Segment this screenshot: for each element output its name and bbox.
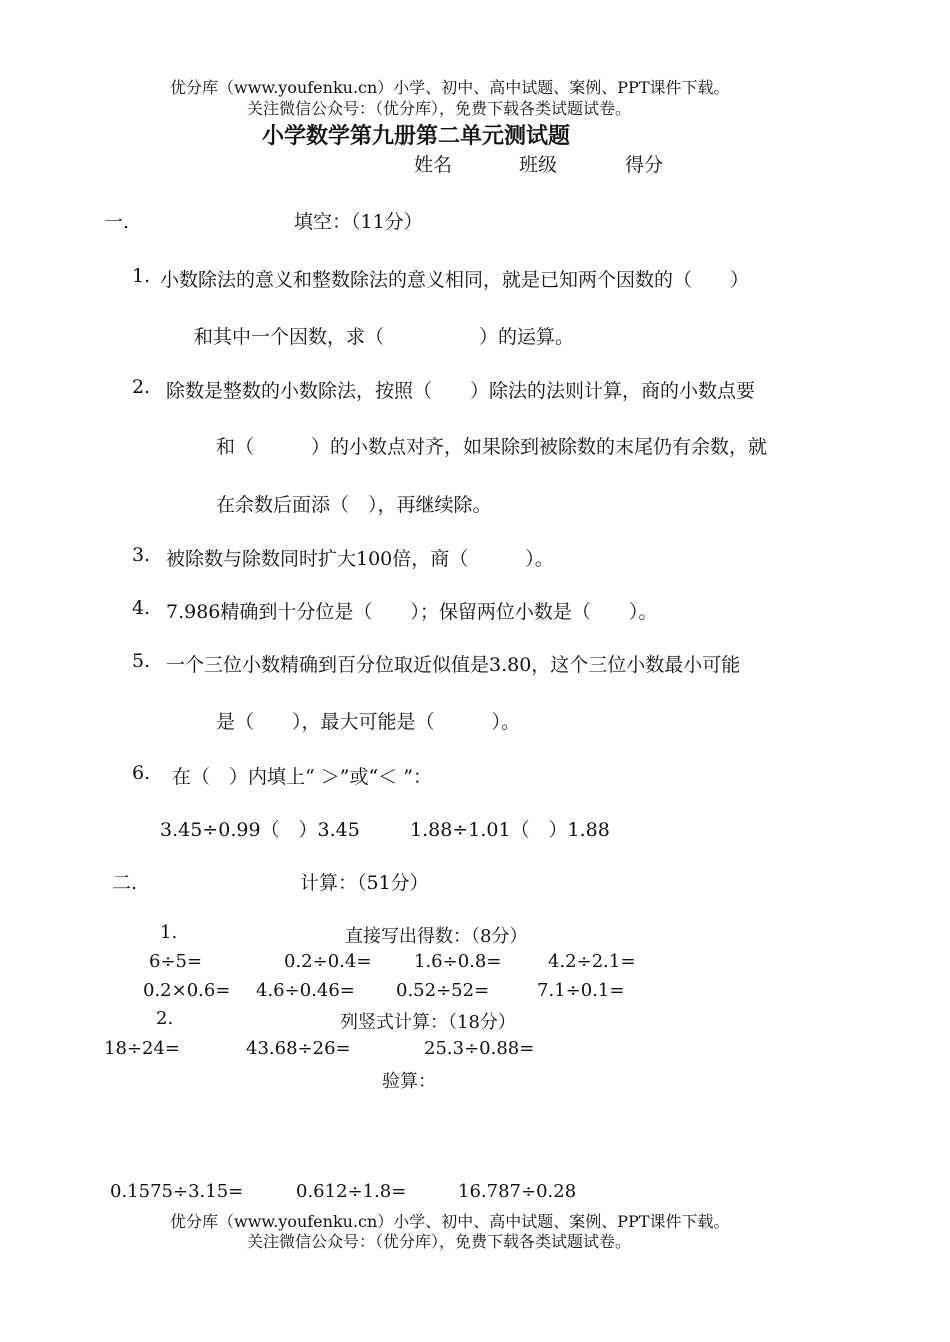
vertical-calc-item: 0.612÷1.8= bbox=[296, 1181, 407, 1202]
q5-number: 5. bbox=[132, 650, 151, 672]
mental-math-item: 1.6÷0.8= bbox=[414, 951, 502, 972]
q3-number: 3. bbox=[132, 544, 151, 566]
q3-line-1: 被除数与除数同时扩大100倍，商（ ）。 bbox=[166, 548, 554, 570]
mental-math-item: 4.6÷0.46= bbox=[256, 980, 355, 1001]
q1-number: 1. bbox=[132, 265, 151, 287]
check-label: 验算： bbox=[382, 1071, 436, 1092]
name-label: 姓名 bbox=[414, 154, 453, 176]
q2-line-2: 和（ ）的小数点对齐，如果除到被除数的末尾仍有余数，就 bbox=[216, 436, 768, 458]
vertical-calc-item: 25.3÷0.88= bbox=[424, 1038, 535, 1059]
vertical-calc-item: 18÷24= bbox=[104, 1038, 180, 1059]
mental-math-item: 0.52÷52= bbox=[396, 980, 490, 1001]
part-2-heading: 列竖式计算：（18分） bbox=[340, 1012, 516, 1033]
q2-number: 2. bbox=[132, 376, 151, 398]
q2-line-3: 在余数后面添（ ），再继续除。 bbox=[216, 494, 492, 516]
mental-math-item: 4.2÷2.1= bbox=[548, 951, 636, 972]
header-line-1: 优分库（www.youfenku.cn）小学、初中、高中试题、案例、PPT课件下载。 bbox=[170, 78, 730, 97]
q5-line-1: 一个三位小数精确到百分位取近似值是3.80，这个三位小数最小可能 bbox=[166, 654, 741, 676]
vertical-calc-item: 43.68÷26= bbox=[246, 1038, 351, 1059]
q1-line-1: 小数除法的意义和整数除法的意义相同，就是已知两个因数的（ ） bbox=[160, 269, 750, 291]
section-2-number: 二. bbox=[112, 872, 138, 894]
q5-line-2: 是（ ），最大可能是（ ）。 bbox=[216, 711, 521, 733]
class-label: 班级 bbox=[519, 154, 558, 176]
footer-line-2: 关注微信公众号：（优分库），免费下载各类试题试卷。 bbox=[247, 1232, 632, 1251]
q4-line-1: 7.986精确到十分位是（ ）；保留两位小数是（ ）。 bbox=[166, 601, 658, 623]
vertical-calc-item: 16.787÷0.28 bbox=[458, 1181, 577, 1202]
q6-expression-2: 1.88÷1.01（ ）1.88 bbox=[410, 819, 610, 841]
q1-line-2: 和其中一个因数，求（ ）的运算。 bbox=[194, 326, 575, 348]
q6-line-1: 在（ ）内填上“ ＞”或“＜ ”： bbox=[172, 766, 432, 788]
q6-number: 6. bbox=[132, 762, 151, 784]
q2-line-1: 除数是整数的小数除法，按照（ ）除法的法则计算，商的小数点要 bbox=[166, 380, 756, 402]
part-2-number: 2. bbox=[156, 1008, 174, 1029]
page-title: 小学数学第九册第二单元测试题 bbox=[262, 123, 571, 149]
section-1-heading: 填空：（11分） bbox=[294, 211, 423, 233]
mental-math-item: 0.2×0.6= bbox=[143, 980, 231, 1001]
part-1-number: 1. bbox=[160, 922, 178, 943]
section-1-number: 一. bbox=[104, 211, 130, 233]
mental-math-item: 6÷5= bbox=[149, 951, 203, 972]
header-line-2: 关注微信公众号：（优分库），免费下载各类试题试卷。 bbox=[247, 99, 632, 118]
vertical-calc-item: 0.1575÷3.15= bbox=[110, 1181, 244, 1202]
section-2-heading: 计算：（51分） bbox=[300, 872, 429, 894]
part-1-heading: 直接写出得数：（8分） bbox=[345, 926, 528, 947]
score-label: 得分 bbox=[625, 154, 664, 176]
mental-math-item: 0.2÷0.4= bbox=[284, 951, 372, 972]
q4-number: 4. bbox=[132, 597, 151, 619]
mental-math-item: 7.1÷0.1= bbox=[537, 980, 625, 1001]
footer-line-1: 优分库（www.youfenku.cn）小学、初中、高中试题、案例、PPT课件下载。 bbox=[170, 1212, 730, 1231]
q6-expression-1: 3.45÷0.99（ ）3.45 bbox=[160, 819, 360, 841]
